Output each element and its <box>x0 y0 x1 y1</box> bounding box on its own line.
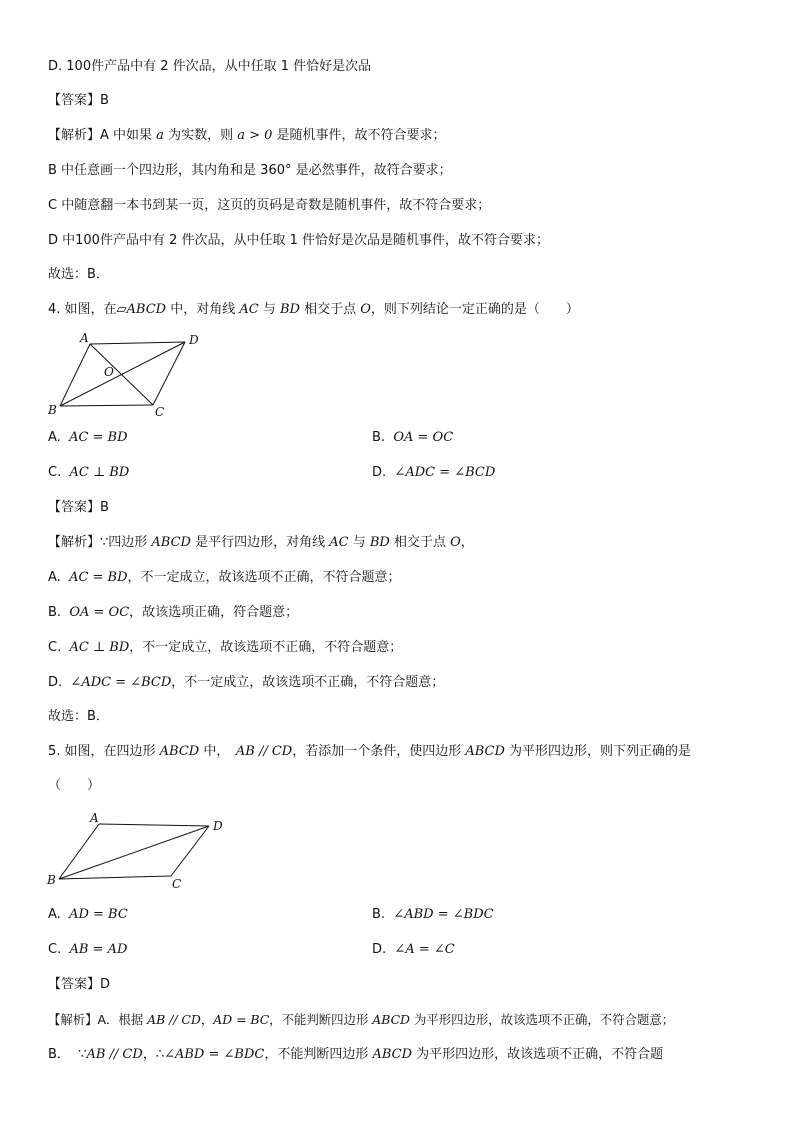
option-label: C. <box>48 942 62 957</box>
q4-side-dc <box>153 342 185 405</box>
text: 相交于点 <box>389 535 451 550</box>
q5-label-a: A <box>90 811 99 825</box>
math: AC = BD <box>69 430 128 445</box>
text: ，不一定成立，故该选项不正确，不符合题意； <box>171 675 445 690</box>
option-label: B. <box>48 605 62 620</box>
q4-option-a <box>48 429 128 447</box>
q5-option-c <box>48 941 127 959</box>
q5-diagonal-bd <box>59 826 209 879</box>
q4-side-ad <box>90 342 185 344</box>
math: ABCD <box>465 744 505 759</box>
math: OA = OC <box>69 605 130 620</box>
q5-side-cb <box>59 876 171 879</box>
q4-label-o: O <box>104 365 114 379</box>
q5-side-dc <box>171 826 209 876</box>
option-label: A. <box>48 430 61 445</box>
math: ∠ABD = ∠BDC <box>393 907 494 922</box>
text: 【解析】A 中如果 <box>48 128 157 143</box>
text: ，不一定成立，故该选项不正确，不符合题意； <box>127 570 401 585</box>
q4-stem <box>48 301 579 319</box>
q4-option-b <box>372 429 453 447</box>
math: AB // CD <box>86 1047 143 1062</box>
math: BD <box>369 535 390 550</box>
math: ∠ADC = ∠BCD <box>394 465 496 480</box>
q5-side-ad <box>99 824 209 826</box>
text: 5. 如图，在四边形 <box>48 744 160 759</box>
text: 是随机事件，故不符合要求； <box>272 128 446 143</box>
q5-stem <box>48 743 691 761</box>
math: ABCD <box>151 535 191 550</box>
q3-explanation-b: B 中任意画一个四边形，其内角和是 360° 是必然事件，故符合要求； <box>48 163 452 178</box>
option-label: B． <box>48 1047 70 1062</box>
q5-option-d <box>372 941 455 959</box>
q4-side-cb <box>60 405 153 406</box>
math: AC = BD <box>69 570 128 585</box>
math: AC <box>239 302 259 317</box>
text: ，不能判断四边形 <box>269 1012 373 1027</box>
text: 为平形四边形，故该选项不正确，不符合题 <box>412 1047 664 1062</box>
math: OA = OC <box>393 430 454 445</box>
q4-choose: 故选：B． <box>48 709 109 724</box>
text: 为平形四边形，故该选项不正确，不符合题意； <box>410 1012 675 1027</box>
option-label: C. <box>48 640 62 655</box>
option-label: A. <box>48 907 61 922</box>
q3-explanation-a <box>48 127 446 145</box>
q4-option-d <box>372 464 495 482</box>
q4-parallelogram-figure <box>44 330 214 420</box>
q3-option-d: D. 100件产品中有 2 件次品，从中任取 1 件恰好是次品 <box>48 59 372 74</box>
q4-explanation-b <box>48 604 298 622</box>
option-label: D. <box>372 942 387 957</box>
text: ，若添加一个条件，使四边形 <box>292 744 466 759</box>
q5-option-a <box>48 906 128 924</box>
q4-explanation-d <box>48 674 444 692</box>
q5-explanation-b <box>48 1046 663 1064</box>
q4-answer: 【答案】B <box>48 500 109 515</box>
q4-label-c: C <box>155 405 165 419</box>
text: 中，对角线 <box>166 302 240 317</box>
q4-explanation-c <box>48 639 402 657</box>
math: ▱ABCD <box>116 302 167 317</box>
q4-explanation-a <box>48 569 401 587</box>
q4-explanation-intro <box>48 534 474 552</box>
because-symbol: ∵ <box>78 1047 87 1062</box>
q5-label-c: C <box>172 877 182 891</box>
text: ， <box>460 535 474 550</box>
q4-option-c <box>48 464 129 482</box>
text: ，不能判断四边形 <box>264 1047 373 1062</box>
text: 4. 如图，在 <box>48 302 117 317</box>
math: ∠ABD = ∠BDC <box>164 1047 265 1062</box>
text: 为实数，则 <box>163 128 238 143</box>
q3-answer: 【答案】B <box>48 93 109 108</box>
math: O <box>360 302 371 317</box>
text: 【解析】A．根据 <box>48 1012 148 1027</box>
math-var: a <box>156 128 164 143</box>
math: ABCD <box>372 1047 413 1062</box>
option-label: D. <box>372 465 387 480</box>
math: AC ⊥ BD <box>69 640 130 655</box>
q5-answer: 【答案】D <box>48 977 111 992</box>
math: AC ⊥ BD <box>69 465 130 480</box>
q3-explanation-d: D 中100件产品中有 2 件次品，从中任取 1 件恰好是次品是随机事件，故不符合要求； <box>48 233 550 248</box>
q5-option-b <box>372 906 494 924</box>
q4-diagonal-bd <box>60 342 185 406</box>
q4-label-b: B <box>48 403 57 417</box>
text: ，则下列结论一定正确的是（ ） <box>370 302 579 317</box>
q5-explanation-a <box>48 1011 674 1029</box>
math: AB = AD <box>69 942 128 957</box>
math: BD <box>279 302 300 317</box>
text: 相交于点 <box>299 302 361 317</box>
math: AB // CD <box>235 744 293 759</box>
option-label: B. <box>372 430 386 445</box>
q5-side-ba <box>59 824 99 879</box>
math: ∠A = ∠C <box>394 942 455 957</box>
math: AB // CD <box>147 1012 201 1027</box>
q3-choose: 故选：B． <box>48 267 109 282</box>
text: ，不一定成立，故该选项不正确，不符合题意； <box>129 640 403 655</box>
q5-label-d: D <box>213 819 223 833</box>
text: 中， <box>199 744 236 759</box>
text: 与 <box>258 302 280 317</box>
option-label: C. <box>48 465 62 480</box>
text: ，故该选项正确，符合题意； <box>129 605 299 620</box>
text: 【解析】∵四边形 <box>48 535 152 550</box>
math: AC <box>329 535 349 550</box>
math: AD = BC <box>69 907 128 922</box>
text: 与 <box>348 535 370 550</box>
q4-side-ba <box>60 344 90 406</box>
option-label: A. <box>48 570 61 585</box>
q4-label-a: A <box>80 331 89 345</box>
text: ，∴ <box>142 1047 165 1062</box>
option-label: B. <box>372 907 386 922</box>
text: ， <box>200 1012 214 1027</box>
option-label: D. <box>48 675 63 690</box>
math: a > 0 <box>237 128 273 143</box>
q5-label-b: B <box>47 873 56 887</box>
math: ∠ADC = ∠BCD <box>70 675 172 690</box>
q5-stem-paren: （ ） <box>48 778 101 793</box>
math: O <box>450 535 461 550</box>
text: 为平形四边形，则下列正确的是 <box>504 744 692 759</box>
q4-label-d: D <box>189 333 199 347</box>
math: ABCD <box>159 744 200 759</box>
q5-quadrilateral-figure <box>44 808 234 893</box>
q3-explanation-c: C 中随意翻一本书到某一页，这页的页码是奇数是随机事件，故不符合要求； <box>48 198 491 213</box>
math: ABCD <box>372 1012 410 1027</box>
math: AD = BC <box>213 1012 270 1027</box>
text: 是平行四边形，对角线 <box>190 535 330 550</box>
